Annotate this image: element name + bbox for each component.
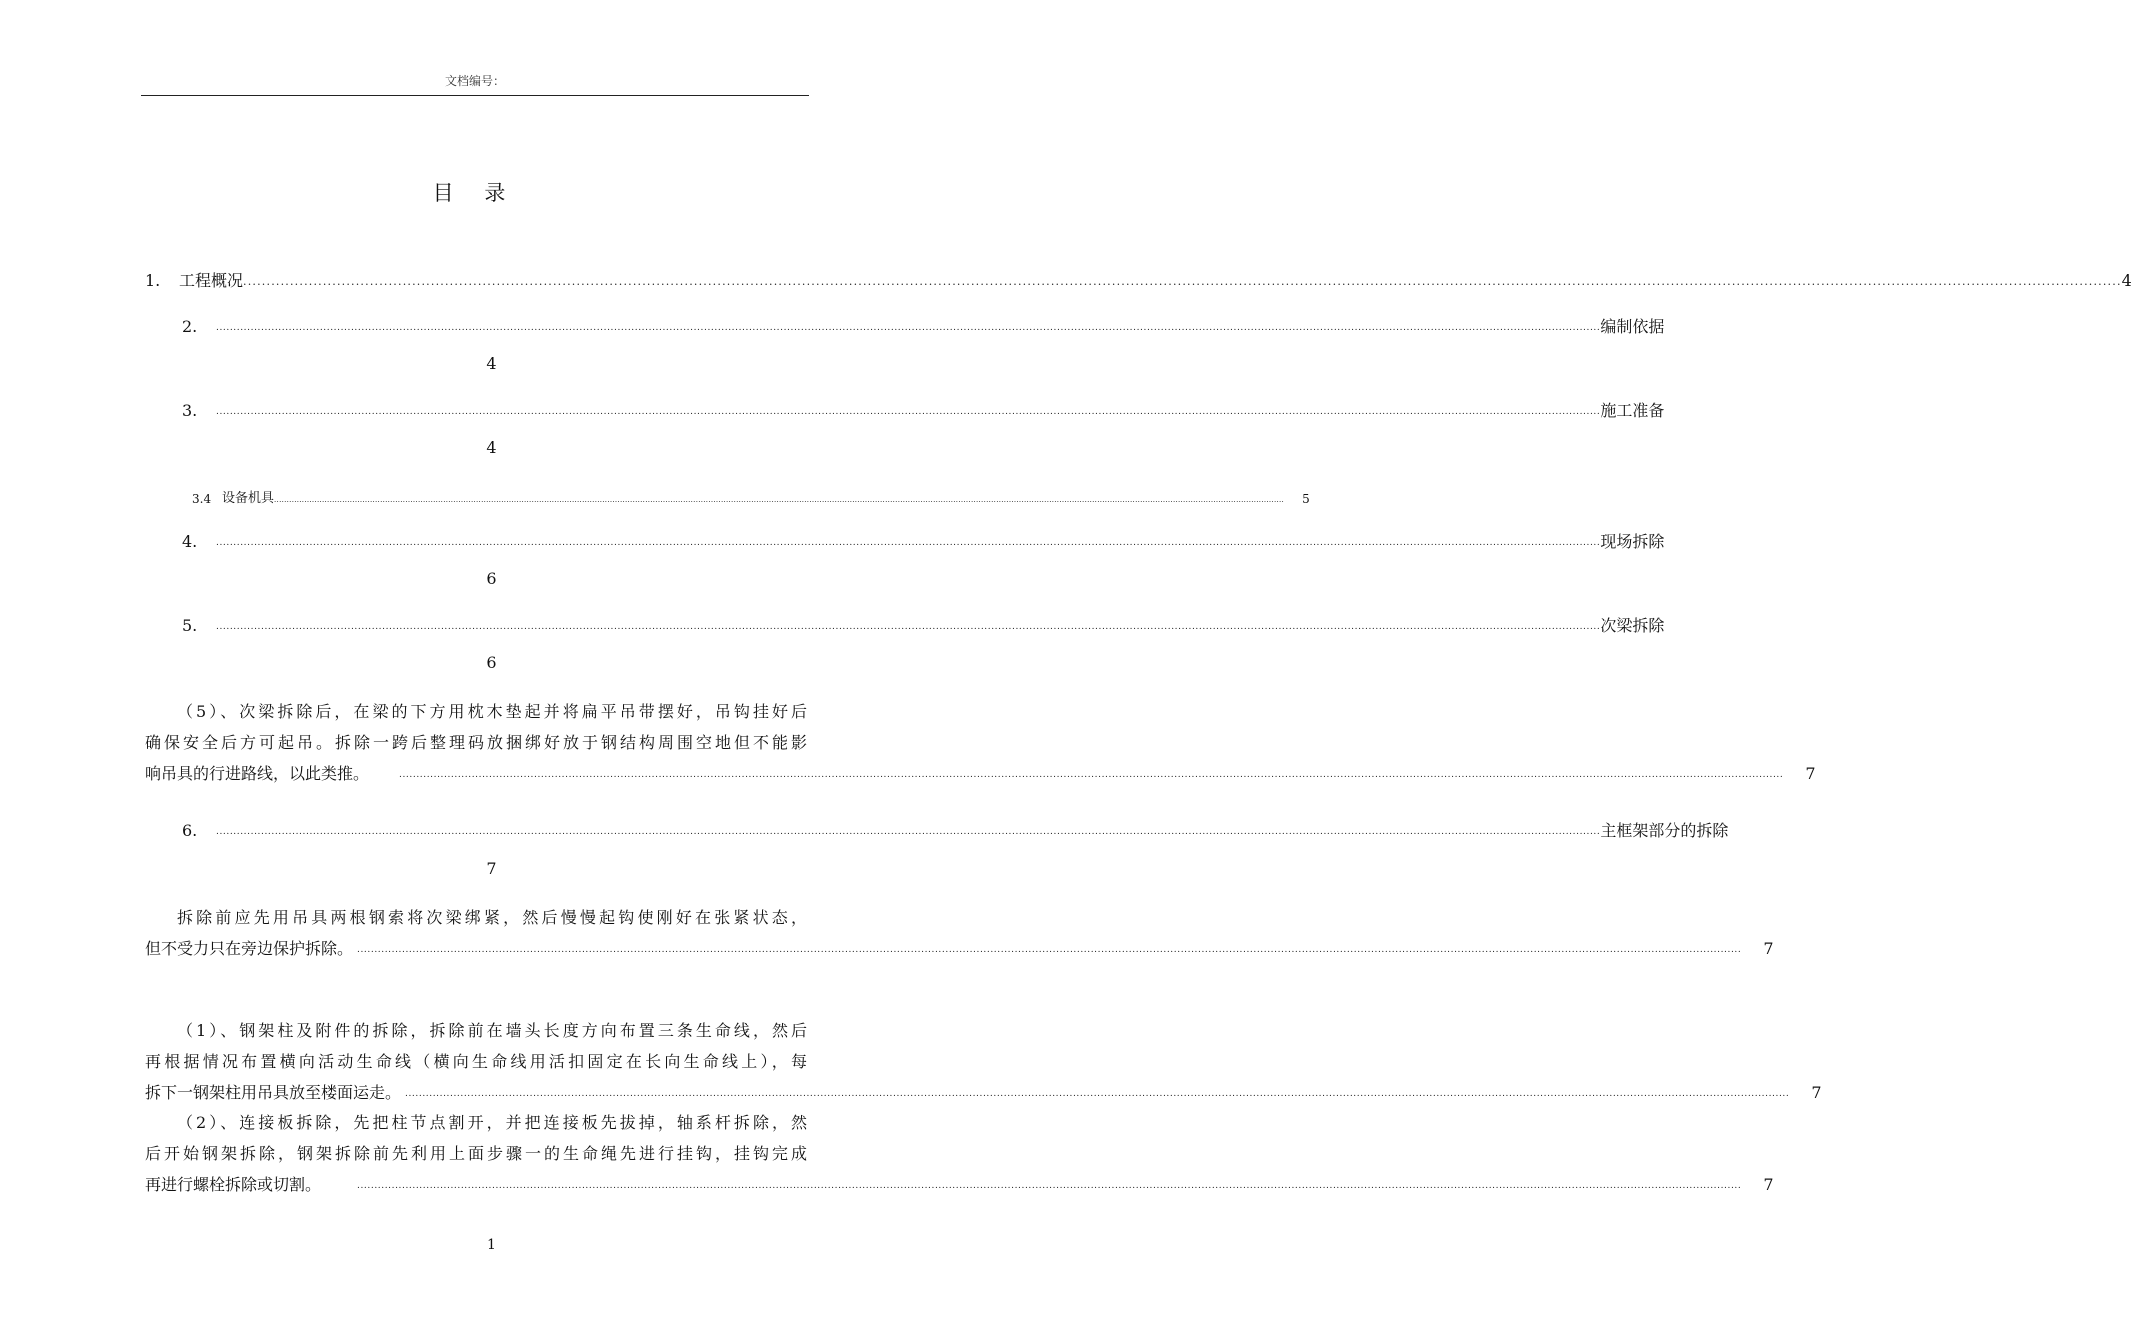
toc-entry-label: 现场拆除: [1600, 532, 1665, 551]
paragraph-last-line: [145, 1169, 1774, 1200]
document-number-header: 文档编号：: [444, 74, 505, 88]
toc-paragraph[interactable]: [145, 696, 1816, 789]
toc-leader-dots: ................................................................................................................................................................................................................................................................................................................................................................................................................: [216, 538, 1601, 548]
page-title: 目 录: [432, 181, 518, 205]
toc-leader-dots: ................................................................................................................................................................................................................................................................................................................................................................................................................: [274, 496, 1285, 504]
toc-entry-3[interactable]: [182, 401, 1665, 421]
paragraph-line: 拆除前应先用吊具两根钢索将次梁绑紧，然后慢慢起钩使刚好在张紧状态，: [177, 908, 807, 927]
toc-leader-dots: ................................................................................................................................................................................................................................................................................................................................................................................................................: [405, 1089, 1790, 1099]
toc-paragraph[interactable]: [145, 902, 1774, 964]
toc-leader-dots: ................................................................................................................................................................................................................................................................................................................................................................................................................: [216, 407, 1601, 417]
toc-entry-label: 施工准备: [1600, 401, 1665, 420]
paragraph-line: （2）、连接板拆除，先把柱节点割开，并把连接板先拔掉，轴系杆拆除，然: [177, 1113, 807, 1132]
toc-entry-label: 工程概况: [179, 271, 244, 290]
toc-entry-number: 4.: [182, 532, 198, 551]
toc-entry-page: 4: [486, 438, 497, 457]
page-number-footer: 1: [487, 1237, 496, 1253]
toc-entry-label: 设备机具: [222, 491, 275, 506]
paragraph-line: 确保安全后方可起吊。拆除一跨后整理码放捆绑好放于钢结构周围空地但不能影: [145, 733, 807, 752]
paragraph-last-line: [145, 1077, 1822, 1108]
toc-entry-2[interactable]: [182, 317, 1665, 337]
toc-entry-page: 4: [2121, 271, 2132, 290]
toc-entry-1[interactable]: [145, 271, 2132, 291]
toc-entry-3-4[interactable]: [192, 489, 1310, 509]
toc-leader-dots: ................................................................................................................................................................................................................................................................................................................................................................................................................: [216, 827, 1601, 837]
toc-leader-dots: ................................................................................................................................................................................................................................................................................................................................................................................................................: [399, 770, 1784, 780]
toc-entry-label: 次梁拆除: [1600, 616, 1665, 635]
toc-entry-number: 3.: [182, 401, 198, 420]
toc-entry-page: 7: [1763, 1175, 1774, 1194]
paragraph-line: 但不受力只在旁边保护拆除。: [145, 939, 354, 958]
toc-entry-4[interactable]: [182, 532, 1665, 552]
toc-entry-label: 主框架部分的拆除: [1600, 821, 1729, 840]
toc-leader-dots: ................................................................................................................................................................................................................................................................................................................................................................................................................: [216, 622, 1601, 632]
paragraph-last-line: [145, 758, 1816, 789]
toc-entry-5[interactable]: [182, 616, 1665, 636]
paragraph-line: （5）、次梁拆除后，在梁的下方用枕木垫起并将扁平吊带摆好，吊钩挂好后: [177, 702, 807, 721]
toc-entry-6[interactable]: [182, 821, 1729, 841]
toc-paragraph[interactable]: [145, 1015, 1822, 1108]
paragraph-last-line: [145, 933, 1774, 964]
toc-leader-dots: ................................................................................................................................................................................................................................................................................................................................................................................................................: [357, 945, 1742, 955]
toc-entry-page: 7: [486, 859, 497, 878]
toc-entry-page: 7: [1805, 764, 1816, 783]
toc-leader-dots: ................................................................................................................................................................................................................................................................................................................................................................................................................: [243, 275, 2122, 288]
toc-entry-number: 1.: [145, 271, 161, 290]
toc-entry-number: 6.: [182, 821, 198, 840]
toc-entry-number: 3.4: [192, 492, 212, 506]
toc-entry-page: 7: [1811, 1083, 1822, 1102]
paragraph-line: 拆下一钢架柱用吊具放至楼面运走。: [145, 1083, 402, 1102]
paragraph-line: （1）、钢架柱及附件的拆除，拆除前在墙头长度方向布置三条生命线，然后: [177, 1021, 807, 1040]
paragraph-line: 再进行螺栓拆除或切割。: [145, 1175, 322, 1194]
paragraph-line: 响吊具的行进路线，以此类推。: [145, 764, 370, 783]
toc-leader-dots: ................................................................................................................................................................................................................................................................................................................................................................................................................: [216, 323, 1601, 333]
header-rule: [141, 95, 809, 96]
toc-entry-number: 5.: [182, 616, 198, 635]
toc-entry-page: 5: [1302, 492, 1310, 506]
toc-entry-page: 6: [486, 569, 497, 588]
toc-entry-page: 6: [486, 653, 497, 672]
toc-entry-label: 编制依据: [1600, 317, 1665, 336]
paragraph-line: 后开始钢架拆除，钢架拆除前先利用上面步骤一的生命绳先进行挂钩，挂钩完成: [145, 1144, 807, 1163]
toc-entry-page: 7: [1763, 939, 1774, 958]
paragraph-line: 再根据情况布置横向活动生命线（横向生命线用活扣固定在长向生命线上），每: [145, 1052, 807, 1071]
toc-paragraph[interactable]: [145, 1107, 1774, 1200]
toc-entry-page: 4: [486, 354, 497, 373]
toc-leader-dots: ................................................................................................................................................................................................................................................................................................................................................................................................................: [357, 1181, 1742, 1191]
toc-entry-number: 2.: [182, 317, 198, 336]
